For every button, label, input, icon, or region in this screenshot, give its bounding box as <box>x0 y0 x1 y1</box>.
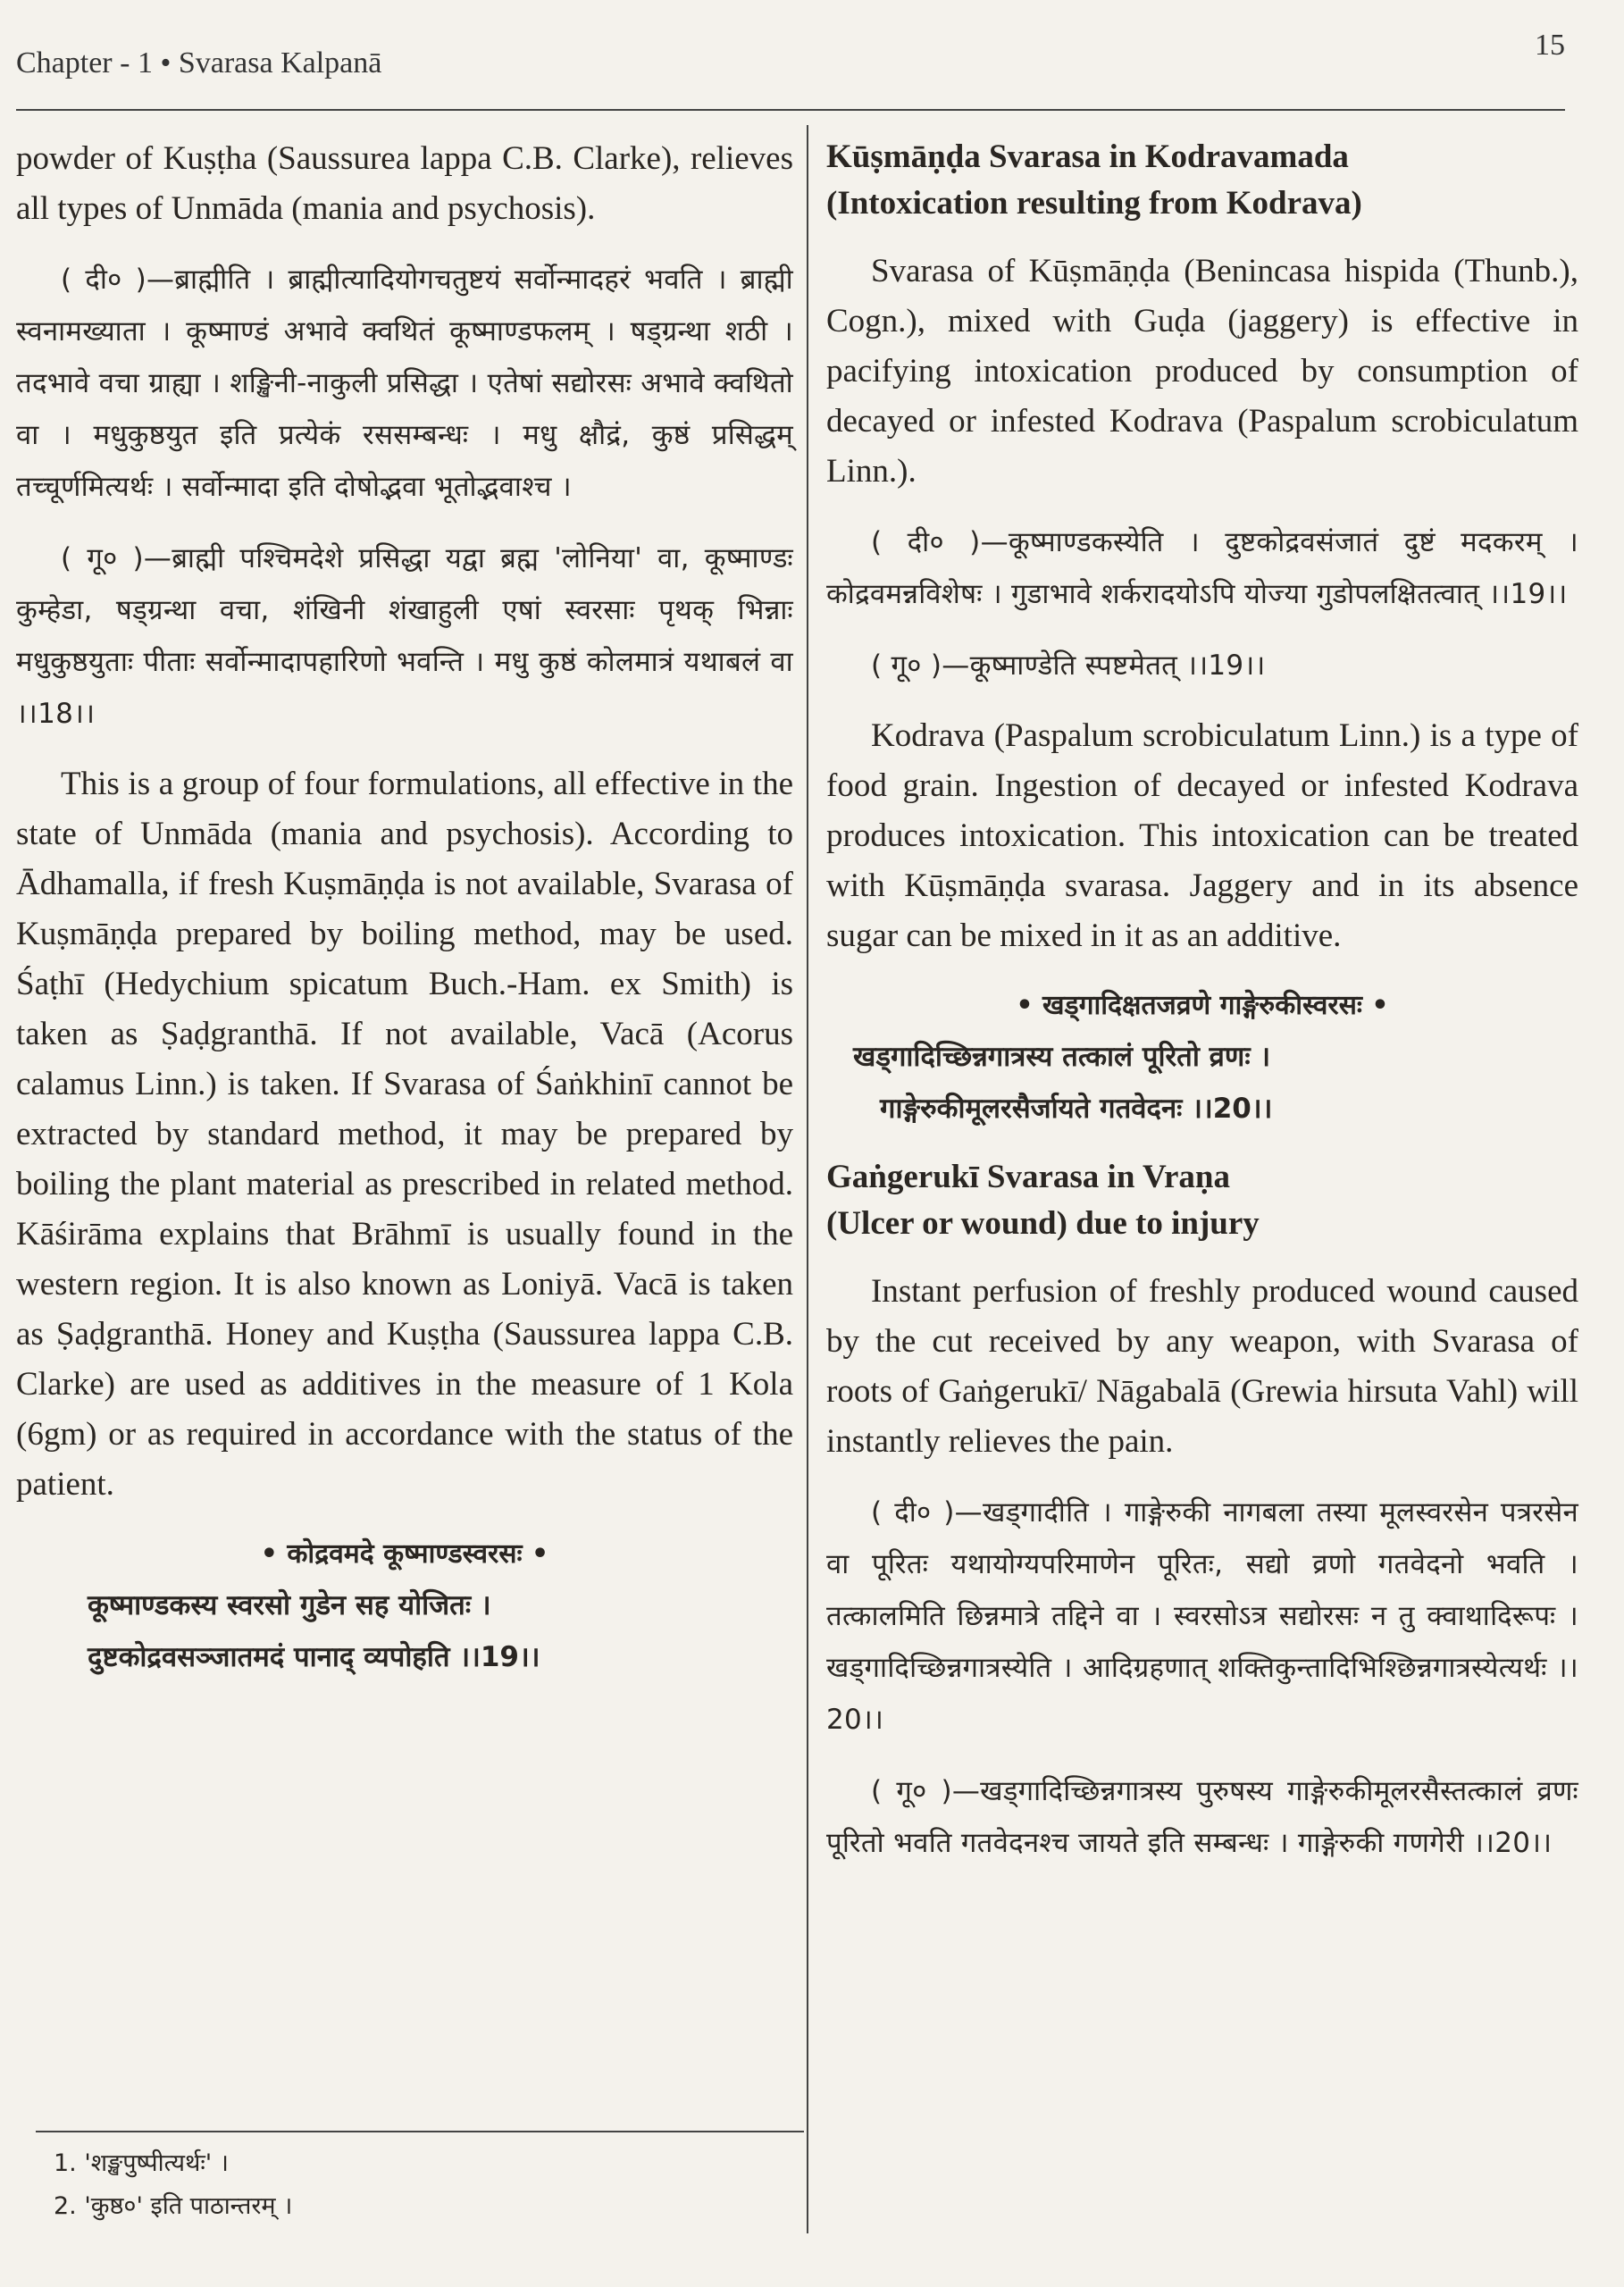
right-verse-line-2: गाङ्गेरुकीमूलरसैर्जायते गतवेदनः ।।20।। <box>880 1093 1273 1125</box>
left-commentary-gu: ( गू० )—ब्राह्मी पश्चिमदेशे प्रसिद्धा यद्वा ब्रह्म 'लोनिया' वा, कूष्माण्डः कुम्हेडा, षड्ग्रन्था वचा, शंखिनी शंखाहुली एषां स्वरसाः पृथक् भिन्नाः मधुकुष्ठयुताः पीताः सर्वोन्मादापहारिणो भवन्ति । मधु कुष्ठं कोलमात्रं यथाबलं वा ।।18।। <box>16 542 793 730</box>
right-commentary-gu-1: ( गू० )—कूष्माण्डेति स्पष्टमेतत् ।।19।। <box>871 649 1266 682</box>
left-column <box>16 134 793 1683</box>
right-para-3: Instant perfusion of freshly produced wound caused by the cut received by any weapon, with Svarasa of roots of Gaṅgerukī/ Nāgabalā (Grewia hirsuta Vahl) will instantly relieves the pain. <box>826 1273 1578 1460</box>
right-verse-title: • खड्गादिक्षतजव्रणे गाङ्गेरुकीस्वरसः • <box>1016 990 1389 1021</box>
column-divider <box>807 125 808 2233</box>
footnote-2: 2. 'कुष्ठ०' इति पाठान्तरम् । <box>54 2192 293 2220</box>
left-verse-title: • कोद्रवमदे कूष्माण्डस्वरसः • <box>260 1538 549 1570</box>
section-heading-1-line-1: Kūṣmāṇḍa Svarasa in Kodravamada <box>826 138 1349 175</box>
right-para-2: Kodrava (Paspalum scrobiculatum Linn.) is a type of food grain. Ingestion of decayed or infested Kodrava produces intoxication. This intoxication can be treated with Kūṣmāṇḍa svarasa. Jaggery and in its absence sugar can be mixed in it as an additive. <box>826 717 1578 954</box>
left-commentary-di: ( दी० )—ब्राह्मीति । ब्राह्मीत्यादियोगचतुष्टयं सर्वोन्मादहरं भवति । ब्राह्मी स्वनामख्याता । कूष्माण्डं अभावे क्वथितं कूष्माण्डफलम् । षड्ग्रन्था शठी । तदभावे वचा ग्राह्या । शङ्खिनी-नाकुली प्रसिद्धा । एतेषां सद्योरसः अभावे क्वथितो वा । मधुकुष्ठयुत इति प्रत्येकं रससम्बन्धः । मधु क्षौद्रं, कुष्ठं प्रसिद्धम् तच्चूर्णमित्यर्थः । सर्वोन्मादा इति दोषोद्भवा भूतोद्भवाश्च । <box>16 264 793 503</box>
right-commentary-gu-2: ( गू० )—खड्गादिच्छिन्नगात्रस्य पुरुषस्य गाङ्गेरुकीमूलरसैस्तत्कालं व्रणः पूरितो भवति गतवेदनश्च जायते इति सम्बन्धः । गाङ्गेरुकी गणगेरी ।।20।। <box>826 1775 1578 1859</box>
footnote-1: 1. 'शङ्खपुष्पीत्यर्थः' । <box>54 2149 230 2177</box>
header-rule <box>16 109 1565 111</box>
running-header: Chapter - 1 • Svarasa Kalpanā <box>16 46 382 80</box>
right-para-1: Svarasa of Kūṣmāṇḍa (Benincasa hispida (Thunb.), Cogn.), mixed with Guḍa (jaggery) is effective in pacifying intoxication produced by consumption of decayed or infested Kodrava (Paspalum scrobiculatum Linn.). <box>826 253 1578 490</box>
right-commentary-di-1: ( दी० )—कूष्माण्डकस्येति । दुष्टकोद्रवसंजातं दुष्टं मदकरम् । कोद्रवमन्नविशेषः । गुडाभावे शर्करादयोऽपि योज्या गुडोपलक्षितत्वात् ।।19।। <box>826 526 1578 610</box>
footnotes <box>54 2142 292 2228</box>
left-verse-line-1: कूष्माण्डकस्य स्वरसो गुडेन सह योजितः । <box>88 1589 491 1621</box>
right-commentary-di-2: ( दी० )—खड्गादीति । गाङ्गेरुकी नागबला तस्या मूलस्वरसेन पत्ररसेन वा पूरितः यथायोग्यपरिमाणेन पूरितः, सद्यो व्रणो गतवेदनो भवति । तत्कालमिति छिन्नमात्रे तद्दिने वा । स्वरसोऽत्र सद्योरसः न तु क्वाथादिरूपः । खड्गादिच्छिन्नगात्रस्येति । आदिग्रहणात् शक्तिकुन्तादिभिश्छिन्नगात्रस्येत्यर्थः ।।20।। <box>826 1496 1578 1736</box>
left-para-continuation: powder of Kuṣṭha (Saussurea lappa C.B. Clarke), relieves all types of Unmāda (mania and psychosis). <box>16 140 793 227</box>
footnote-rule <box>36 2131 804 2132</box>
page-number: 15 <box>1535 29 1565 62</box>
section-heading-2-line-2: (Ulcer or wound) due to injury <box>826 1205 1260 1242</box>
left-translation-para: This is a group of four formulations, all effective in the state of Unmāda (mania and psychosis). According to Ādhamalla, if fresh Kuṣmāṇḍa is not available, Svarasa of Kuṣmāṇḍa prepared by boiling method, may be used. Śaṭhī (Hedychium spicatum Buch.-Ham. ex Smith) is taken as Ṣaḍgranthā. If not available, Vacā (Acorus calamus Linn.) is taken. If Svarasa of Śaṅkhinī cannot be extracted by standard method, it may be prepared by boiling the plant material as prescribed in related method. Kāśirāma explains that Brāhmī is usually found in the western region. It is also known as Loniyā. Vacā is taken as Ṣaḍgranthā. Honey and Kuṣṭha (Saussurea lappa C.B. Clarke) are used as additives in the measure of 1 Kola (6gm) or as required in accordance with the status of the patient. <box>16 766 793 1503</box>
left-verse-line-2: दुष्टकोद्रवसञ्जातमदं पानाद् व्यपोहति ।।19।। <box>88 1641 540 1673</box>
section-heading-1-line-2: (Intoxication resulting from Kodrava) <box>826 185 1362 222</box>
section-heading-2-line-1: Gaṅgerukī Svarasa in Vraṇa <box>826 1159 1230 1195</box>
right-column <box>826 134 1578 1869</box>
right-verse-line-1: खड्गादिच्छिन्नगात्रस्य तत्कालं पूरितो व्रणः । <box>853 1041 1271 1073</box>
